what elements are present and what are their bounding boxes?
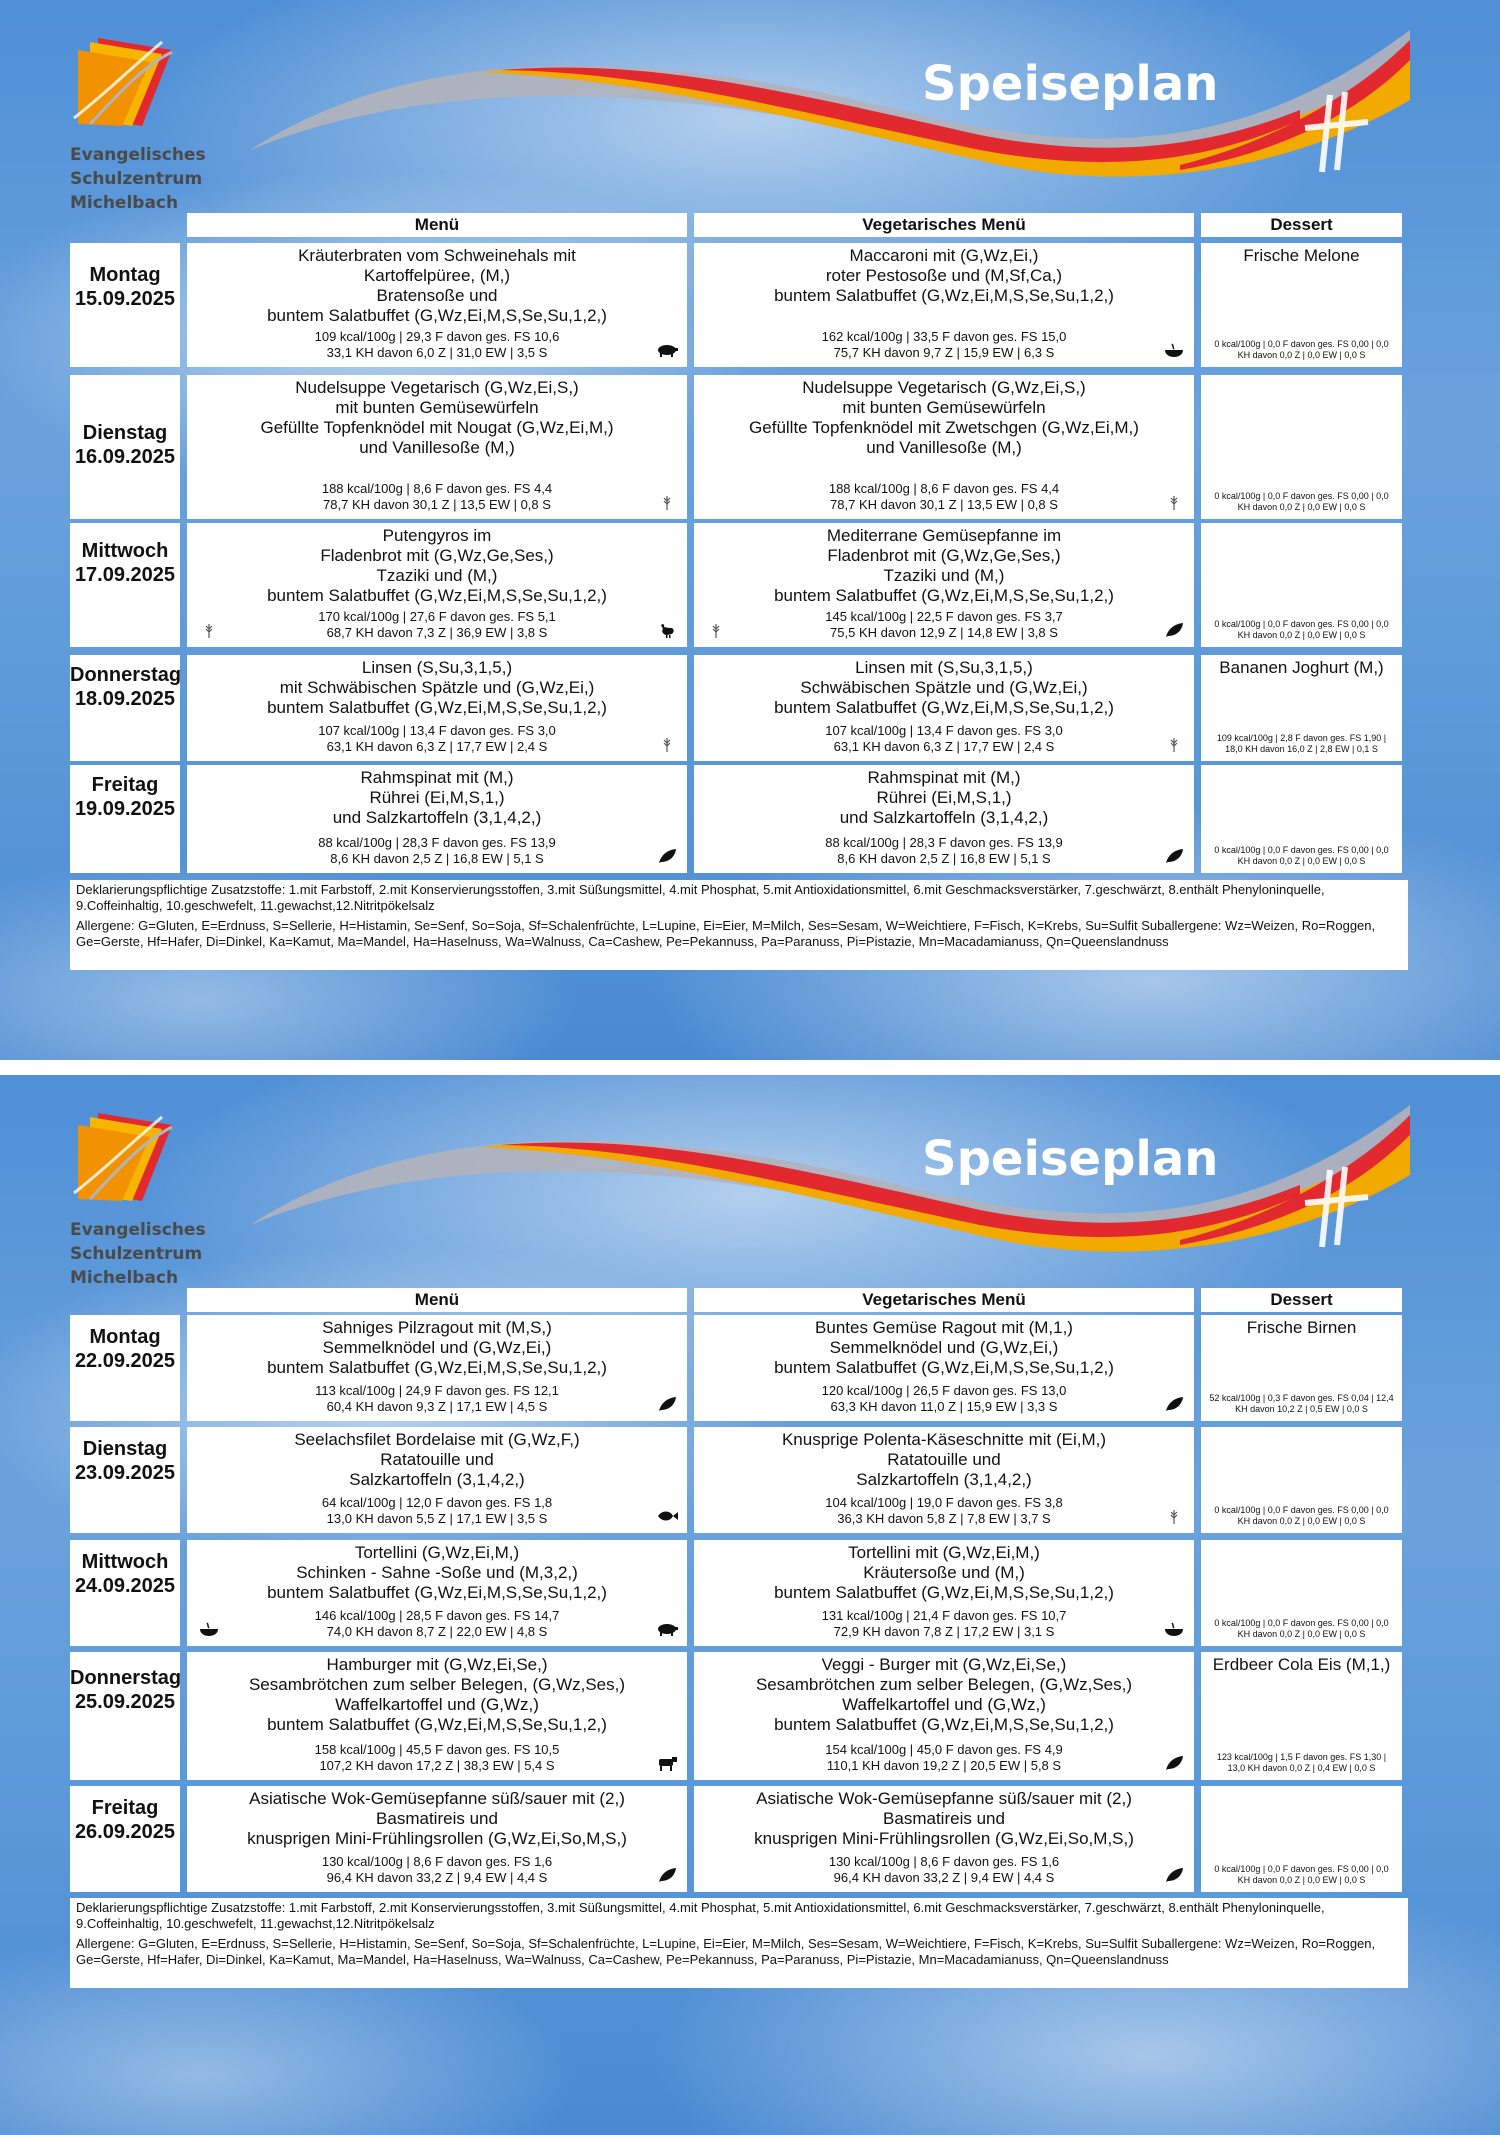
veg-menu-cell [694,1315,1194,1421]
nutrition-info: 188 kcal/100g | 8,6 F davon ges. FS 4,4 78,7 KH davon 30,1 Z | 13,5 EW | 0,8 S [828,481,1060,512]
column-header-dessert: Dessert [1201,1288,1402,1312]
veg-menu-cell [694,655,1194,761]
bowl-icon [1162,1620,1186,1638]
nutrition-info: 64 kcal/100g | 12,0 F davon ges. FS 1,8 13,0 KH davon 5,5 Z | 17,1 EW | 3,5 S [321,1495,553,1526]
pig-icon [655,1620,679,1638]
nutrition-info: 188 kcal/100g | 8,6 F davon ges. FS 4,4 78,7 KH davon 30,1 Z | 13,5 EW | 0,8 S [321,481,553,512]
additives-legend: Deklarierungspflichtige Zusatzstoffe: 1.mit Farbstoff, 2.mit Konservierungsstoffen, 3.mit Süßungsmittel, 4.mit Phosphat, 5.mit Antioxidationsmittel, 6.mit Geschmacksverstärker, 7.geschwärzt, 8.enthält Phenyloninquelle, 9.Coffeinhaltig, 10.geschwefelt, 11.gewachst,12.Nitritpökelsalz [76,1900,1325,1931]
dish-text: Asiatische Wok-Gemüsepfanne süß/sauer mit (2,) Basmatireis und knusprigen Mini-Frühlingsrollen (G,Wz,Ei,So,M,S,) [247,1789,627,1848]
menu-cell [187,655,687,761]
column-header-vegetarian: Vegetarisches Menü [694,1288,1194,1312]
veg-menu-cell [694,1652,1194,1780]
dessert-text [1201,375,1402,378]
dessert-cell [1201,1786,1402,1892]
day-name: Mittwoch [81,540,169,562]
veg-menu-cell [694,243,1194,367]
day-name: Dienstag [82,422,168,444]
dessert-nutrition: 0 kcal/100g | 0,0 F davon ges. FS 0,00 | 0,0 KH davon 0,0 Z | 0,0 EW | 0,0 S [1214,491,1389,512]
wheat-icon [655,493,679,511]
dish-text: Putengyros im Fladenbrot mit (G,Wz,Ge,Ses,) Tzaziki und (M,) buntem Salatbuffet (G,Wz,Ei,M,S,Se,Su,1,2,) [267,526,607,605]
dessert-text [1201,1540,1402,1543]
table-row [70,523,1402,647]
dish-text: Hamburger mit (G,Wz,Ei,Se,) Sesambrötchen zum selber Belegen, (G,Wz,Ses,) Waffelkartoffel und (G,Wz,) buntem Salatbuffet (G,Wz,Ei,M,S,Se,Su,1,2,) [248,1655,626,1734]
school-name-line3: Michelbach [70,193,179,213]
dish-text: Mediterrane Gemüsepfanne im Fladenbrot mit (G,Wz,Ge,Ses,) Tzaziki und (M,) buntem Salatbuffet (G,Wz,Ei,M,S,Se,Su,1,2,) [774,526,1114,605]
dish-text: Rahmspinat mit (M,) Rührei (Ei,M,S,1,) und Salzkartoffeln (3,1,4,2,) [839,768,1049,827]
dessert-nutrition: 0 kcal/100g | 0,0 F davon ges. FS 0,00 | 0,0 KH davon 0,0 Z | 0,0 EW | 0,0 S [1214,339,1389,360]
nutrition-info: 145 kcal/100g | 22,5 F davon ges. FS 3,7 75,5 KH davon 12,9 Z | 14,8 EW | 3,8 S [825,609,1063,640]
nutrition-info: 107 kcal/100g | 13,4 F davon ges. FS 3,0 63,1 KH davon 6,3 Z | 17,7 EW | 2,4 S [318,723,556,754]
footer-legend [70,1898,1408,1988]
dish-text: Sahniges Pilzragout mit (M,S,) Semmelknödel und (G,Wz,Ei,) buntem Salatbuffet (G,Wz,Ei,M,S,Se,Su,1,2,) [267,1318,607,1377]
veg-menu-cell [694,1540,1194,1646]
dish-text: Linsen (S,Su,3,1,5,) mit Schwäbischen Spätzle und (G,Wz,Ei,) buntem Salatbuffet (G,Wz,Ei,M,S,Se,Su,1,2,) [267,658,607,717]
day-date: 24.09.2025 [74,1575,176,1597]
nutrition-info: 109 kcal/100g | 29,3 F davon ges. FS 10,6 33,1 KH davon 6,0 Z | 31,0 EW | 3,5 S [314,329,560,360]
nutrition-info: 120 kcal/100g | 26,5 F davon ges. FS 13,0 63,3 KH davon 11,0 Z | 15,9 EW | 3,3 S [821,1383,1067,1414]
day-name: Montag [89,264,161,286]
nutrition-info: 113 kcal/100g | 24,9 F davon ges. FS 12,1 60,4 KH davon 9,3 Z | 17,1 EW | 4,5 S [315,1383,559,1414]
day-cell [70,1427,180,1533]
table-row [70,243,1402,367]
menu-cell [187,375,687,519]
day-date: 19.09.2025 [74,798,176,820]
dessert-nutrition: 0 kcal/100g | 0,0 F davon ges. FS 0,00 | 0,0 KH davon 0,0 Z | 0,0 EW | 0,0 S [1214,845,1389,866]
dessert-nutrition: 0 kcal/100g | 0,0 F davon ges. FS 0,00 | 0,0 KH davon 0,0 Z | 0,0 EW | 0,0 S [1214,1864,1389,1885]
nutrition-info: 146 kcal/100g | 28,5 F davon ges. FS 14,7 74,0 KH davon 8,7 Z | 22,0 EW | 4,8 S [314,1608,560,1639]
table-row [70,765,1402,873]
column-header-menu: Menü [187,1288,687,1312]
page-separator [0,1060,1500,1075]
leaf-icon [1162,1395,1186,1413]
day-cell [70,1315,180,1421]
wheat-icon [655,735,679,753]
dish-text: Tortellini mit (G,Wz,Ei,M,) Kräutersoße und (M,) buntem Salatbuffet (G,Wz,Ei,M,S,Se,Su,1,2,) [774,1543,1114,1602]
header-swoosh [0,1075,1500,1290]
wheat-icon [704,621,728,639]
dessert-cell [1201,243,1402,367]
school-name-line2: Schulzentrum [70,169,203,189]
dessert-text: Bananen Joghurt (M,) [1219,658,1384,677]
dessert-nutrition: 123 kcal/100g | 1,5 F davon ges. FS 1,30 | 13,0 KH davon 0,0 Z | 0,4 EW | 0,0 S [1216,1752,1387,1773]
menu-cell [187,523,687,647]
wheat-icon [1162,1507,1186,1525]
pig-icon [655,341,679,359]
allergens-legend: Allergene: G=Gluten, E=Erdnuss, S=Sellerie, H=Histamin, Se=Senf, So=Soja, Sf=Schalenfrüchte, L=Lupine, Ei=Eier, M=Milch, Ses=Sesam, W=Weichtiere, F=Fisch, K=Krebs, Su=Sulfit Suballergene: Wz=Weizen, Ro=Roggen, Ge=Gerste, Hf=Hafer, Di=Dinkel, Ka=Kamut, Ma=Mandel, Ha=Haselnuss, Wa=Walnuss, Ca=Cashew, Pe=Pekannuss, Pa=Paranuss, Pi=Pistazie, Mn=Macadamianuss, Qn=Queenslandnuss [76,1936,1376,1967]
leaf-icon [1162,1866,1186,1884]
menu-page-week-2 [0,1075,1500,2135]
dish-text: Nudelsuppe Vegetarisch (G,Wz,Ei,S,) mit bunten Gemüsewürfeln Gefüllte Topfenknödel mit Zwetschgen (G,Wz,Ei,M,) und Vanillesoße (M,) [749,378,1139,457]
nutrition-info: 154 kcal/100g | 45,0 F davon ges. FS 4,9 110,1 KH davon 19,2 Z | 20,5 EW | 5,8 S [825,1742,1063,1773]
nutrition-info: 88 kcal/100g | 28,3 F davon ges. FS 13,9 8,6 KH davon 2,5 Z | 16,8 EW | 5,1 S [318,835,556,866]
dessert-nutrition: 0 kcal/100g | 0,0 F davon ges. FS 0,00 | 0,0 KH davon 0,0 Z | 0,0 EW | 0,0 S [1214,619,1389,640]
menu-cell [187,1540,687,1646]
nutrition-info: 107 kcal/100g | 13,4 F davon ges. FS 3,0 63,1 KH davon 6,3 Z | 17,7 EW | 2,4 S [825,723,1063,754]
leaf-icon [655,1866,679,1884]
leaf-icon [655,1395,679,1413]
school-logo-icon [70,1103,180,1213]
additives-legend: Deklarierungspflichtige Zusatzstoffe: 1.mit Farbstoff, 2.mit Konservierungsstoffen, 3.mit Süßungsmittel, 4.mit Phosphat, 5.mit Antioxidationsmittel, 6.mit Geschmacksverstärker, 7.geschwärzt, 8.enthält Phenyloninquelle, 9.Coffeinhaltig, 10.geschwefelt, 11.gewachst,12.Nitritpökelsalz [76,882,1325,913]
wheat-icon [1162,735,1186,753]
dessert-text [1201,523,1402,526]
dessert-nutrition: 0 kcal/100g | 0,0 F davon ges. FS 0,00 | 0,0 KH davon 0,0 Z | 0,0 EW | 0,0 S [1214,1505,1389,1526]
day-cell [70,1786,180,1892]
footer-legend [70,880,1408,970]
dish-text: Tortellini (G,Wz,Ei,M,) Schinken - Sahne -Soße und (M,3,2,) buntem Salatbuffet (G,Wz,Ei,M,S,Se,Su,1,2,) [267,1543,607,1602]
school-name-line1: Evangelisches [70,145,206,165]
column-header-dessert: Dessert [1201,213,1402,237]
day-date: 16.09.2025 [74,446,176,468]
day-name: Mittwoch [81,1551,169,1573]
leaf-icon [1162,621,1186,639]
dish-text: Buntes Gemüse Ragout mit (M,1,) Semmelknödel und (G,Wz,Ei,) buntem Salatbuffet (G,Wz,Ei,M,S,Se,Su,1,2,) [774,1318,1114,1377]
nutrition-info: 158 kcal/100g | 45,5 F davon ges. FS 10,5 107,2 KH davon 17,2 Z | 38,3 EW | 5,4 S [314,1742,560,1773]
table-row [70,1652,1402,1780]
day-date: 22.09.2025 [74,1350,176,1372]
bowl-icon [1162,341,1186,359]
menu-cell [187,1315,687,1421]
dessert-cell [1201,1427,1402,1533]
dish-text: Nudelsuppe Vegetarisch (G,Wz,Ei,S,) mit bunten Gemüsewürfeln Gefüllte Topfenknödel mit Nougat (G,Wz,Ei,M,) und Vanillesoße (M,) [260,378,614,457]
day-cell [70,1652,180,1780]
veg-menu-cell [694,765,1194,873]
day-date: 25.09.2025 [74,1691,176,1713]
menu-page-week-1 [0,0,1500,1060]
dish-text: Linsen mit (S,Su,3,1,5,) Schwäbischen Spätzle und (G,Wz,Ei,) buntem Salatbuffet (G,Wz,Ei,M,S,Se,Su,1,2,) [774,658,1114,717]
nutrition-info: 104 kcal/100g | 19,0 F davon ges. FS 3,8 36,3 KH davon 5,8 Z | 7,8 EW | 3,7 S [825,1495,1063,1526]
day-name: Donnerstag [70,1667,182,1689]
day-date: 18.09.2025 [74,688,176,710]
day-cell [70,765,180,873]
school-name-line1: Evangelisches [70,1220,206,1240]
header-swoosh [0,0,1500,215]
day-cell [70,523,180,647]
column-header-vegetarian: Vegetarisches Menü [694,213,1194,237]
day-name: Donnerstag [70,664,182,686]
table-row [70,1540,1402,1646]
school-name-line2: Schulzentrum [70,1244,203,1264]
leaf-icon [1162,847,1186,865]
veg-menu-cell [694,1427,1194,1533]
nutrition-info: 88 kcal/100g | 28,3 F davon ges. FS 13,9 8,6 KH davon 2,5 Z | 16,8 EW | 5,1 S [825,835,1063,866]
nutrition-info: 170 kcal/100g | 27,6 F davon ges. FS 5,1 68,7 KH davon 7,3 Z | 36,9 EW | 3,8 S [318,609,556,640]
dessert-cell [1201,523,1402,647]
dessert-cell [1201,765,1402,873]
day-cell [70,655,180,761]
nutrition-info: 130 kcal/100g | 8,6 F davon ges. FS 1,6 96,4 KH davon 33,2 Z | 9,4 EW | 4,4 S [321,1854,553,1885]
table-row [70,1427,1402,1533]
dessert-cell [1201,1652,1402,1780]
dessert-text: Frische Melone [1243,246,1360,265]
dish-text: Rahmspinat mit (M,) Rührei (Ei,M,S,1,) und Salzkartoffeln (3,1,4,2,) [332,768,542,827]
nutrition-info: 162 kcal/100g | 33,5 F davon ges. FS 15,0 75,7 KH davon 9,7 Z | 15,9 EW | 6,3 S [821,329,1067,360]
menu-cell [187,1786,687,1892]
dessert-nutrition: 0 kcal/100g | 0,0 F davon ges. FS 0,00 | 0,0 KH davon 0,0 Z | 0,0 EW | 0,0 S [1214,1618,1389,1639]
dish-text: Asiatische Wok-Gemüsepfanne süß/sauer mit (2,) Basmatireis und knusprigen Mini-Frühlingsrollen (G,Wz,Ei,So,M,S,) [754,1789,1134,1848]
dessert-text [1201,1427,1402,1430]
day-name: Freitag [91,774,159,796]
dessert-text [1201,1786,1402,1789]
dessert-nutrition: 109 kcal/100g | 2,8 F davon ges. FS 1,90 | 18,0 KH davon 16,0 Z | 2,8 EW | 0,1 S [1216,733,1387,754]
allergens-legend: Allergene: G=Gluten, E=Erdnuss, S=Sellerie, H=Histamin, Se=Senf, So=Soja, Sf=Schalenfrüchte, L=Lupine, Ei=Eier, M=Milch, Ses=Sesam, W=Weichtiere, F=Fisch, K=Krebs, Su=Sulfit Suballergene: Wz=Weizen, Ro=Roggen, Ge=Gerste, Hf=Hafer, Di=Dinkel, Ka=Kamut, Ma=Mandel, Ha=Haselnuss, Wa=Walnuss, Ca=Cashew, Pe=Pekannuss, Pa=Paranuss, Pi=Pistazie, Mn=Macadamianuss, Qn=Queenslandnuss [76,918,1376,949]
dessert-text: Erdbeer Cola Eis (M,1,) [1212,1655,1391,1674]
fish-icon [655,1507,679,1525]
veg-menu-cell [694,1786,1194,1892]
dessert-text [1201,765,1402,768]
dessert-cell [1201,655,1402,761]
dessert-cell [1201,375,1402,519]
veg-menu-cell [694,523,1194,647]
chicken-icon [655,621,679,639]
leaf-icon [655,847,679,865]
bowl-icon [197,1620,221,1638]
day-cell [70,1540,180,1646]
menu-cell [187,1652,687,1780]
day-cell [70,375,180,519]
dish-text: Knusprige Polenta-Käseschnitte mit (Ei,M,) Ratatouille und Salzkartoffeln (3,1,4,2,) [781,1430,1107,1489]
dish-text: Kräuterbraten vom Schweinehals mit Kartoffelpüree, (M,) Bratensoße und buntem Salatbuffet (G,Wz,Ei,M,S,Se,Su,1,2,) [267,246,607,325]
leaf-icon [1162,1754,1186,1772]
school-name-line3: Michelbach [70,1268,179,1288]
cow-icon [655,1754,679,1772]
dessert-nutrition: 52 kcal/100g | 0,3 F davon ges. FS 0,04 | 12,4 KH davon 10,2 Z | 0,5 EW | 0,0 S [1209,1393,1394,1414]
day-date: 23.09.2025 [74,1462,176,1484]
day-date: 17.09.2025 [74,564,176,586]
table-row [70,1315,1402,1421]
school-name [70,143,206,215]
menu-cell [187,1427,687,1533]
table-row [70,1786,1402,1892]
dessert-text: Frische Birnen [1246,1318,1357,1337]
day-cell [70,243,180,367]
day-date: 15.09.2025 [74,288,176,310]
nutrition-info: 130 kcal/100g | 8,6 F davon ges. FS 1,6 96,4 KH davon 33,2 Z | 9,4 EW | 4,4 S [828,1854,1060,1885]
day-name: Freitag [91,1797,159,1819]
school-logo-icon [70,28,180,138]
dessert-cell [1201,1540,1402,1646]
wheat-icon [1162,493,1186,511]
page-title: Speiseplan [922,56,1219,112]
table-row [70,655,1402,761]
menu-cell [187,243,687,367]
day-name: Montag [89,1326,161,1348]
day-name: Dienstag [82,1438,168,1460]
day-date: 26.09.2025 [74,1821,176,1843]
school-name [70,1218,206,1290]
table-row [70,375,1402,519]
dish-text: Seelachsfilet Bordelaise mit (G,Wz,F,) Ratatouille und Salzkartoffeln (3,1,4,2,) [294,1430,580,1489]
dish-text: Maccaroni mit (G,Wz,Ei,) roter Pestosoße und (M,Sf,Ca,) buntem Salatbuffet (G,Wz,Ei,M,S,Se,Su,1,2,) [774,246,1114,305]
menu-cell [187,765,687,873]
column-header-menu: Menü [187,213,687,237]
wheat-icon [197,621,221,639]
dish-text: Veggi - Burger mit (G,Wz,Ei,Se,) Sesambrötchen zum selber Belegen, (G,Wz,Ses,) Waffelkartoffel und (G,Wz,) buntem Salatbuffet (G,Wz,Ei,M,S,Se,Su,1,2,) [755,1655,1133,1734]
nutrition-info: 131 kcal/100g | 21,4 F davon ges. FS 10,7 72,9 KH davon 7,8 Z | 17,2 EW | 3,1 S [821,1608,1067,1639]
dessert-cell [1201,1315,1402,1421]
page-title: Speiseplan [922,1131,1219,1187]
veg-menu-cell [694,375,1194,519]
